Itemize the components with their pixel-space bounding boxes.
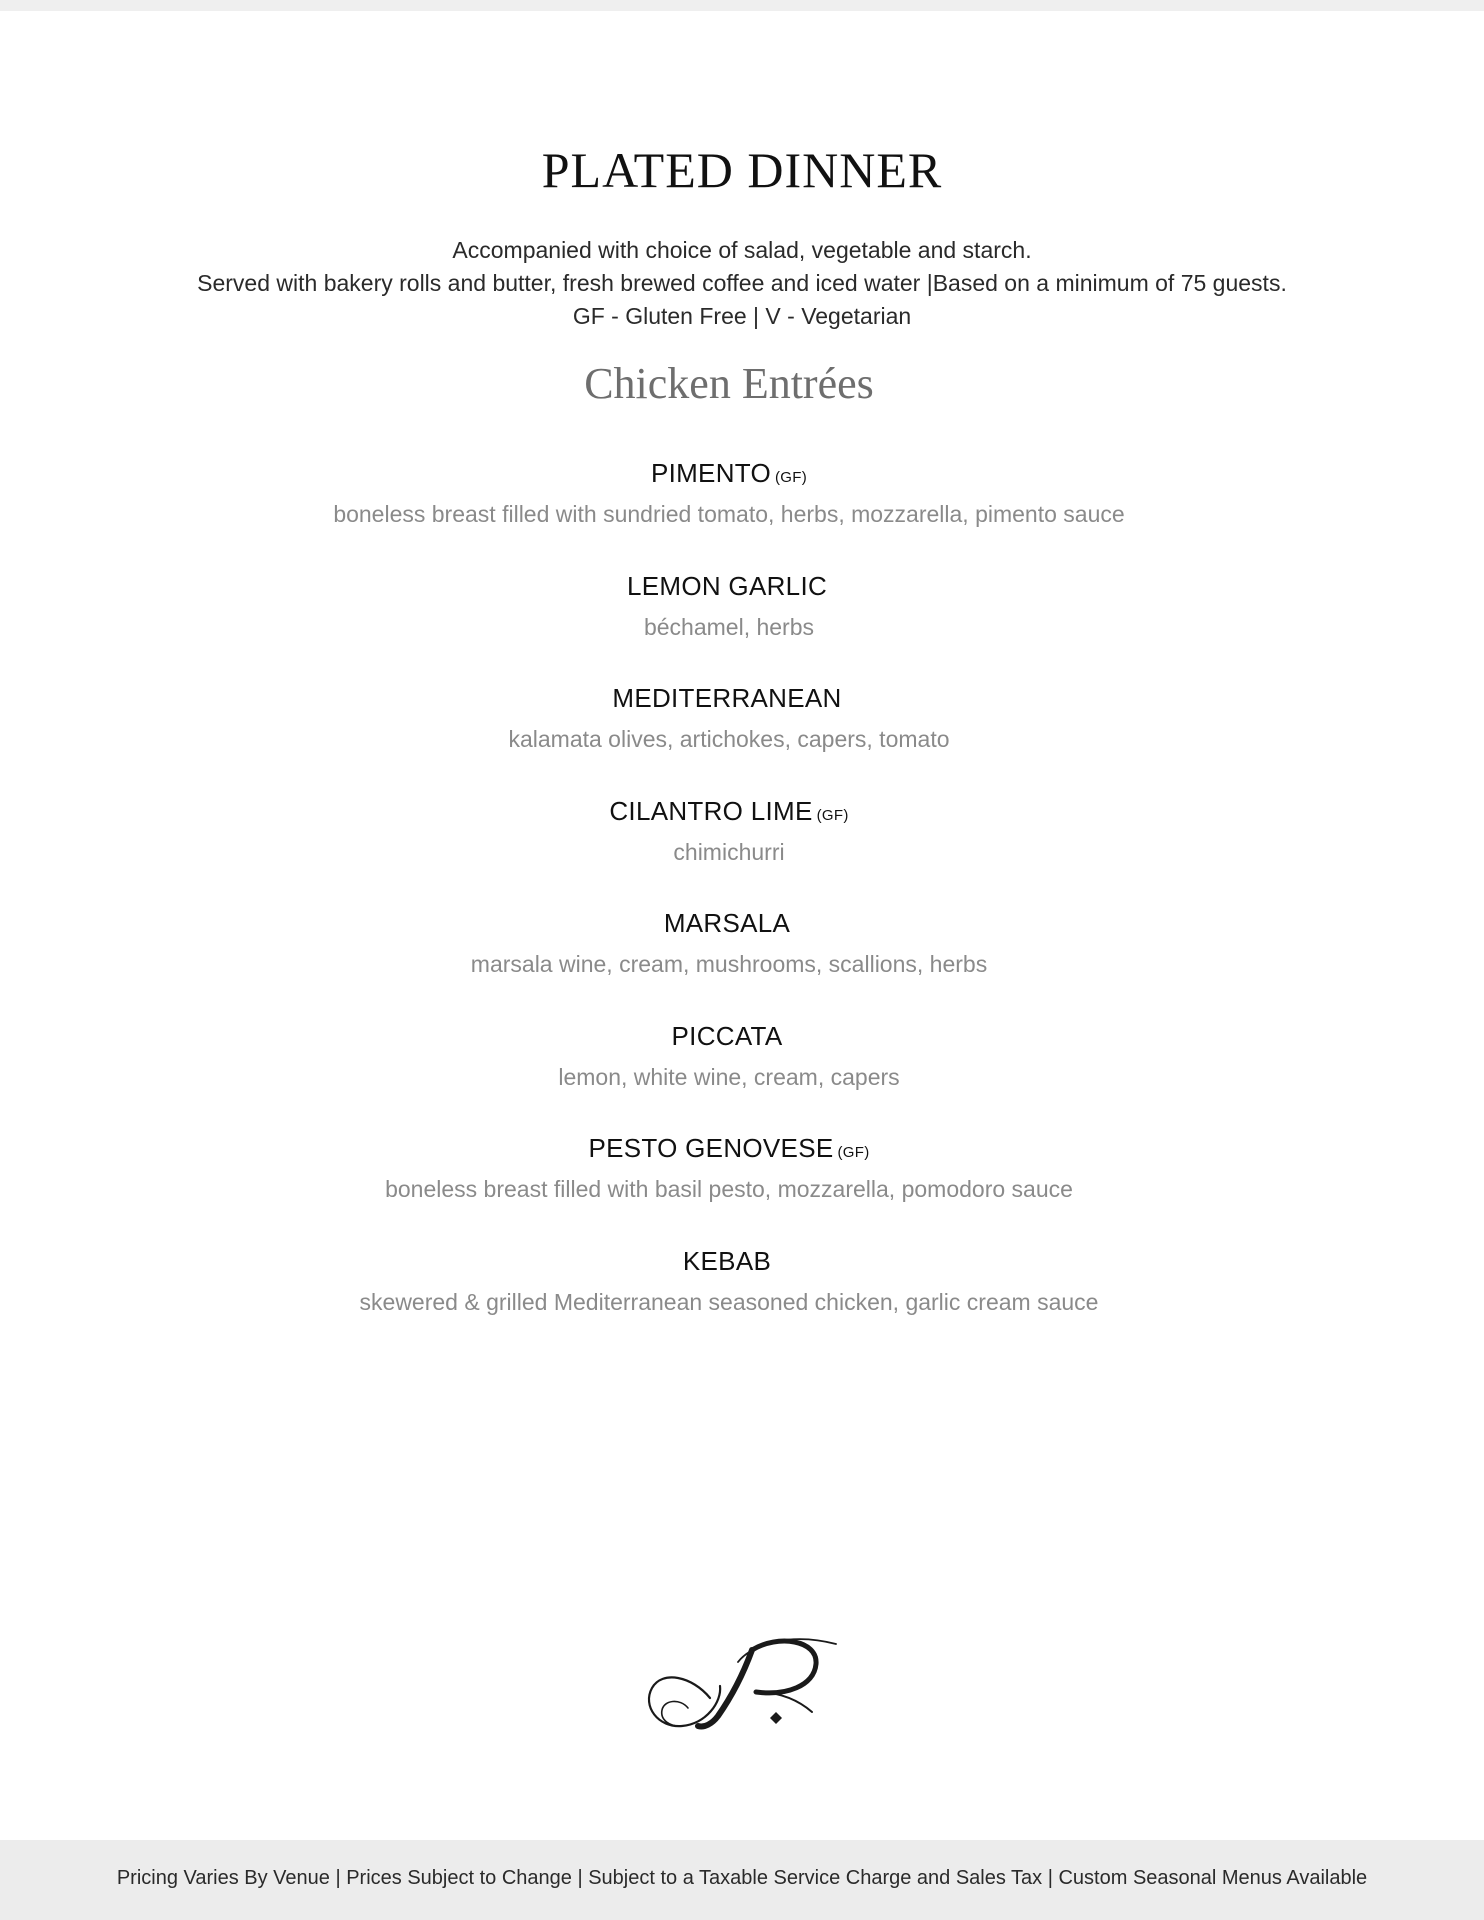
item-description: chimichurri: [673, 838, 785, 865]
item-diet-tag: (GF): [837, 1144, 870, 1161]
menu-item: [0, 904, 1458, 1017]
item-name: PESTO GENOVESE: [588, 1133, 834, 1163]
item-name: PIMENTO: [650, 458, 772, 488]
item-description: boneless breast filled with basil pesto, mozzarella, pomodoro sauce: [385, 1176, 1073, 1202]
top-strip: [0, 0, 1484, 11]
menu-item: [0, 1017, 1458, 1130]
item-name: LEMON GARLIC: [626, 570, 828, 601]
footer-disclaimer: Pricing Varies By Venue | Prices Subject to Change | Subject to a Taxable Service Charge and Sales Tax | Custom Seasonal Menus Available: [116, 1867, 1368, 1889]
menu-item: [0, 454, 1458, 567]
item-description: boneless breast filled with sundried tomato, herbs, mozzarella, pimento sauce: [333, 501, 1125, 527]
section-title: Chicken Entrées: [584, 359, 874, 408]
intro-line-legend: GF - Gluten Free | V - Vegetarian: [572, 303, 912, 329]
menu-item: [0, 1129, 1458, 1242]
menu-item: [0, 567, 1458, 680]
page-title: PLATED DINNER: [541, 142, 943, 198]
item-description: marsala wine, cream, mushrooms, scallions, herbs: [470, 951, 988, 977]
item-name: CILANTRO LIME: [609, 795, 813, 826]
footer-bar: [0, 1840, 1484, 1920]
menu-item: [0, 1242, 1458, 1355]
menu-item: [0, 792, 1458, 905]
item-diet-tag: (GF): [775, 469, 808, 486]
item-name: MARSALA: [663, 908, 791, 938]
item-name: MEDITERRANEAN: [612, 683, 842, 713]
item-description: skewered & grilled Mediterranean seasoned chicken, garlic cream sauce: [359, 1288, 1099, 1315]
item-name: KEBAB: [682, 1245, 772, 1276]
intro-line-service: Served with bakery rolls and butter, fresh brewed coffee and iced water |Based on a minimum of 75 guests.: [197, 270, 1287, 296]
menu-list: [0, 454, 1458, 1354]
script-p-monogram-icon: [640, 1630, 840, 1740]
menu-item: [0, 679, 1458, 792]
intro-block: [0, 234, 1484, 333]
item-description: kalamata olives, artichokes, capers, tomato: [508, 726, 950, 752]
item-diet-tag: (GF): [816, 806, 849, 824]
item-description: lemon, white wine, cream, capers: [558, 1063, 900, 1090]
item-description: béchamel, herbs: [643, 613, 815, 640]
intro-line-accompaniments: Accompanied with choice of salad, vegetable and starch.: [452, 237, 1032, 263]
item-name: PICCATA: [671, 1020, 783, 1051]
